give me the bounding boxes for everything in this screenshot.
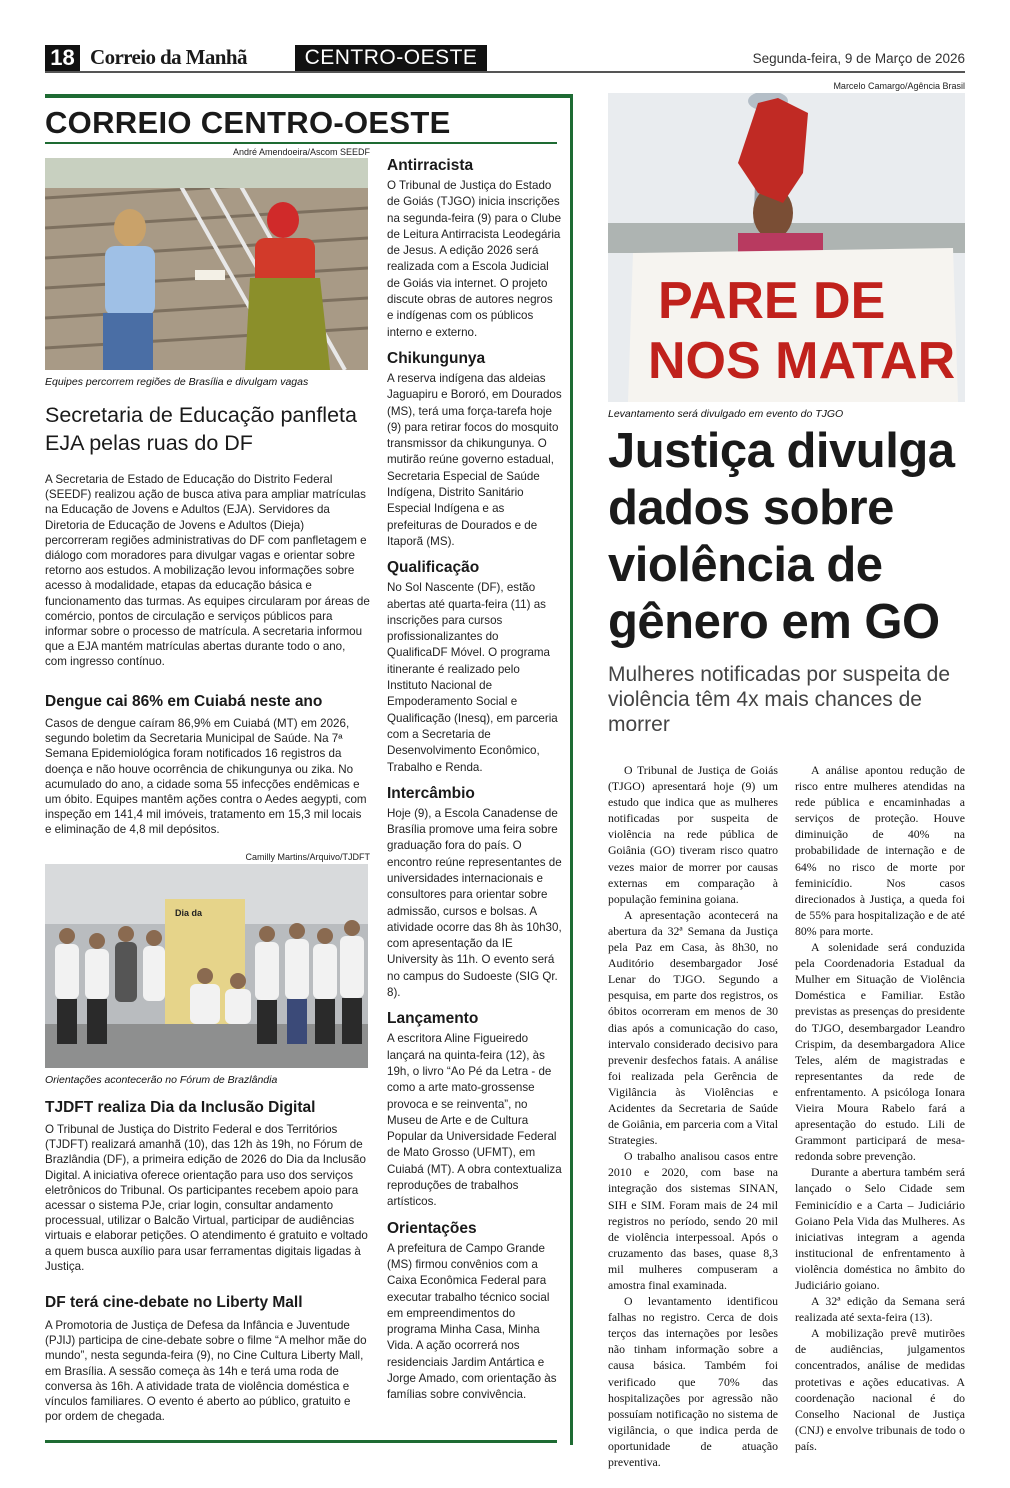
- story-headline: Secretaria de Educação panfleta EJA pelas ruas do DF: [45, 403, 357, 455]
- note-title: Qualificação: [387, 559, 480, 577]
- header-rule: [45, 71, 965, 73]
- article-paragraph: O levantamento identificou falhas no registro. Cerca de dois terços das internações por lesões não tinham informação sobre a causa básica. Também foi verificado que 70% das hospitalizações por agressão não possuíam notificação no sistema de vigilância, o que indica perda de oportunidade de atuação preventiva.: [608, 1294, 778, 1470]
- note-title: Orientações: [387, 1219, 477, 1237]
- article-paragraph: A solenidade será conduzida pela Coordenadoria Estadual da Mulher em Situação de Violência Doméstica e Familiar. Estão previstas as presenças do presidente do TJGO, desembargador Leandro Crispim, da desembargadora Alice Teles, além de magistradas e representantes da rede de enfrentamento. A psicóloga Ionara Vieira Moura Rabelo fará a apresentação do estudo. Lili de Grammont participará de mesa-redonda sobre prevenção.: [795, 940, 965, 1164]
- tjdft-body: O Tribunal de Justiça do Distrito Federal e dos Territórios (TJDFT) realizará amanhã (10), das 12h às 19h, no Fórum de Brazlândia (DF), a primeira edição de 2026 do Dia da Inclusão Digital. A iniciativa oferece orientação para uso dos serviços eletrônicos do Tribunal. Os participantes recebem apoio para acessar o sistema PJe, criar login, consultar andamento processual, utilizar o Balcão Virtual, participar de audiências virtuais e elaborar petições. O atendimento é gratuito e voltado a quem busca auxílio para usar ferramentas digitais ligadas à Justiça.: [45, 1123, 368, 1273]
- photo-caption: Equipes percorrem regiões de Brasília e divulgam vagas: [45, 376, 309, 388]
- cine-headline: DF terá cine-debate no Liberty Mall: [45, 1294, 303, 1311]
- article-paragraph: O Tribunal de Justiça de Goiás (TJGO) apresentará hoje (9) um estudo que indica que as mulheres notificadas por suspeita de violência na rede pública de Goiânia (GO) tiveram risco quatro vezes maior de morrer por causas externas em comparação à população feminina goiana.: [608, 763, 778, 906]
- note-body: A prefeitura de Campo Grande (MS) firmou convênios com a Caixa Econômica Federal para executar trabalho técnico social em empreendimentos do programa Minha Casa, Minha Vida. A ação ocorrerá nos residenciais Jardim Antártica e Jorge Amado, com orientação às famílias sobre convivência.: [387, 1241, 557, 1402]
- note-item: [387, 559, 562, 776]
- banner-text: Dia da: [175, 908, 203, 918]
- box-border-right: [570, 94, 573, 1445]
- note-title: Intercâmbio: [387, 784, 475, 802]
- article-paragraph: A análise apontou redução de risco entre mulheres atendidas na rede pública e encaminhadas a serviços de proteção. Houve diminuição de 40% na probabilidade de internação e de 64% no risco de morte por feminicídio. Nos casos direcionados à Justiça, a queda foi de 55% para hospitalização e de até 80% para morte.: [795, 763, 965, 938]
- page-number: 18: [45, 45, 80, 71]
- dengue-headline: Dengue cai 86% em Cuiabá neste ano: [45, 693, 323, 710]
- photo-credit: Marcelo Camargo/Agência Brasil: [833, 81, 965, 91]
- photo-credit: André Amendoeira/Ascom SEEDF: [232, 147, 370, 157]
- box-border-bottom: [45, 1440, 557, 1443]
- photo-eja-flyering: [45, 158, 368, 370]
- note-title: Chikungunya: [387, 349, 486, 367]
- sign-text-line1: PARE DE: [658, 272, 886, 330]
- box-title-rule: [45, 142, 557, 144]
- note-item: [387, 1010, 562, 1210]
- main-article-body: [608, 762, 965, 1470]
- box-border-top: [45, 94, 573, 98]
- photo-caption: Levantamento será divulgado em evento do TJGO: [608, 408, 844, 420]
- note-body: Hoje (9), a Escola Canadense de Brasília promove uma feira sobre graduação fora do país. O encontro reúne representantes de universidades internacionais e consultores para orientar sobre admissão, cursos e bolsas. A atividade ocorre das 8h às 10h30, com apresentação da IE University às 11h. O evento será no campus do Sudoeste (SIG Qr. 8).: [387, 806, 562, 1000]
- article-paragraph: A 32ª edição da Semana será realizada até sexta-feira (13).: [795, 1294, 965, 1325]
- note-item: [387, 1220, 562, 1404]
- note-body: O Tribunal de Justiça do Estado de Goiás (TJGO) inicia inscrições na segunda-feira (9) para o Clube de Leitura Antirracista Leodegária de Jesus. A edição 2026 será realizada com a Escola Judicial de Goiás via internet. O projeto discute obras de autores negros e indígenas com os públicos interno e externo.: [387, 179, 562, 339]
- dengue-body: Casos de dengue caíram 86,9% em Cuiabá (MT) em 2026, segundo boletim da Secretaria Municipal de Saúde. Na 7ª Semana Epidemiológica foram notificados 16 registros da doença e não houve ocorrência de chikungunya ou zika. No acumulado do ano, a cidade soma 55 infecções endêmicas e um óbito. Equipes mantêm ações contra o Aedes aegypti, com inspeção em 141,4 mil imóveis, tratamento em 15,3 mil locais e eliminação de 4,8 mil depósitos.: [45, 717, 367, 837]
- note-body: A reserva indígena das aldeias Jaguapiru e Bororó, em Dourados (MS), terá uma força-tarefa hoje (9) para retirar focos do mosquito transmissor da chikungunya. O mutirão reúne governo estadual, Secretaria Especial de Saúde Indígena, Distrito Sanitário Especial Indígena e as prefeituras de Dourados e de Itaporã (MS).: [387, 371, 562, 548]
- article-paragraph: Durante a abertura também será lançado o Selo Cidade sem Feminicídio e a Carta – Judiciário Goiano Pela Vida das Mulheres. As iniciativas integram a agenda institucional de enfrentamento à violência doméstica no âmbito do Judiciário goiano.: [795, 1165, 965, 1292]
- main-headline: Justiça divulga dados sobre violência de gênero em GO: [608, 424, 955, 649]
- note-item: [387, 350, 562, 550]
- article-paragraph: A mobilização prevê mutirões de audiências, julgamentos concentrados, análise de medidas protetivas e ações educativas. A coordenação nacional é do Conselho Nacional de Justiça (CNJ) e envolve tribunais de todo o país.: [795, 1326, 965, 1453]
- article-paragraph: A apresentação acontecerá na abertura da 32ª Semana da Justiça pela Paz em Casa, às 8h30, no Auditório desembargador José Lenar do TJGO. Segundo a pesquisa, em parte dos registros, os óbitos ocorreram em menos de 30 dias após a comunicação do caso, intervalo considerado decisivo para prevenir desfechos fatais. A análise foi realizada pela Gerência de Vigilância às Violências e Acidentes da Secretaria de Saúde de Goiânia, em parceria com a Vital Strategies.: [608, 907, 778, 1148]
- photo-tjdft-group: [45, 864, 368, 1068]
- sign-text-line2: NOS MATAR: [648, 332, 956, 390]
- section-label: CENTRO-OESTE: [295, 45, 487, 71]
- box-title: CORREIO CENTRO-OESTE: [45, 105, 451, 140]
- note-title: Lançamento: [387, 1010, 479, 1028]
- cine-body: A Promotoria de Justiça de Defesa da Infância e Juventude (PJIJ) participa de cine-debate sobre o filme “A melhor mãe do mundo”, nesta segunda-feira (9), no Cine Cultura Liberty Mall, em Brasília. A sessão começa às 14h e terá uma roda de conversa às 16h. A atividade trata de violência doméstica e vínculos familiares. O evento é aberto ao público, gratuito e por ordem de chegada.: [45, 1319, 367, 1424]
- issue-date: Segunda-feira, 9 de Março de 2026: [752, 51, 965, 66]
- note-body: A escritora Aline Figueiredo lançará na quinta-feira (12), às 19h, o livro “Ao Pé da Letra - de como a arte mato-grossense provoca e se reinventa”, no Museu de Arte e de Cultura Popular da Universidade Federal de Mato Grosso (UFMT), em Cuiabá (MT). A obra contextualiza reproduções de trabalhos artísticos.: [387, 1032, 562, 1209]
- photo-credit: Camilly Martins/Arquivo/TJDFT: [245, 852, 370, 862]
- photo-protest-sign: [608, 93, 965, 402]
- note-item: [387, 157, 562, 341]
- masthead-logo: Correio da Manhã: [90, 45, 247, 69]
- main-subheadline: Mulheres notificadas por suspeita de violência têm 4x mais chances de morrer: [608, 663, 951, 736]
- note-item: [387, 785, 562, 1002]
- note-title: Antirracista: [387, 157, 474, 174]
- story-body: A Secretaria de Estado de Educação do Distrito Federal (SEEDF) realizou ação de busca ativa para ampliar matrículas na Educação de Jovens e Adultos (EJA). Servidores da Diretoria de Educação de Jovens e Adultos (Dieja) percorreram regiões administrativas do DF com panfletagem e diálogo com moradores para divulgar vagas e orientar sobre retorno aos estudos. A mobilização levou informações sobre acesso à modalidade, etapas da educação básica e funcionamento das turmas. As equipes circularam por áreas de comércio, pontos de circulação e serviços públicos para informar sobre o processo de matrícula. A secretaria informou que a EJA mantém matrículas abertas durante todo o ano, com ingresso contínuo.: [45, 473, 370, 669]
- tjdft-headline: TJDFT realiza Dia da Inclusão Digital: [45, 1099, 316, 1116]
- note-body: No Sol Nascente (DF), estão abertas até quarta-feira (11) as inscrições para cursos profissionalizantes do QualificaDF Móvel. O programa itinerante é realizado pelo Instituto Nacional de Empoderamento Social e Qualificação (Inesq), em parceria com a Secretaria de Desenvolvimento Econômico, Trabalho e Renda.: [387, 581, 558, 774]
- article-paragraph: O trabalho analisou casos entre 2010 e 2020, com base na integração dos sistemas SINAN, SIH e SIM. Foram mais de 24 mil registros no período, sendo 20 mil de violência interpessoal. Após o cruzamento das bases, quase 8,3 mil mulheres compuseram a amostra final examinada.: [608, 1149, 778, 1292]
- notes-column: [387, 157, 562, 1413]
- photo-caption: Orientações acontecerão no Fórum de Brazlândia: [45, 1074, 278, 1086]
